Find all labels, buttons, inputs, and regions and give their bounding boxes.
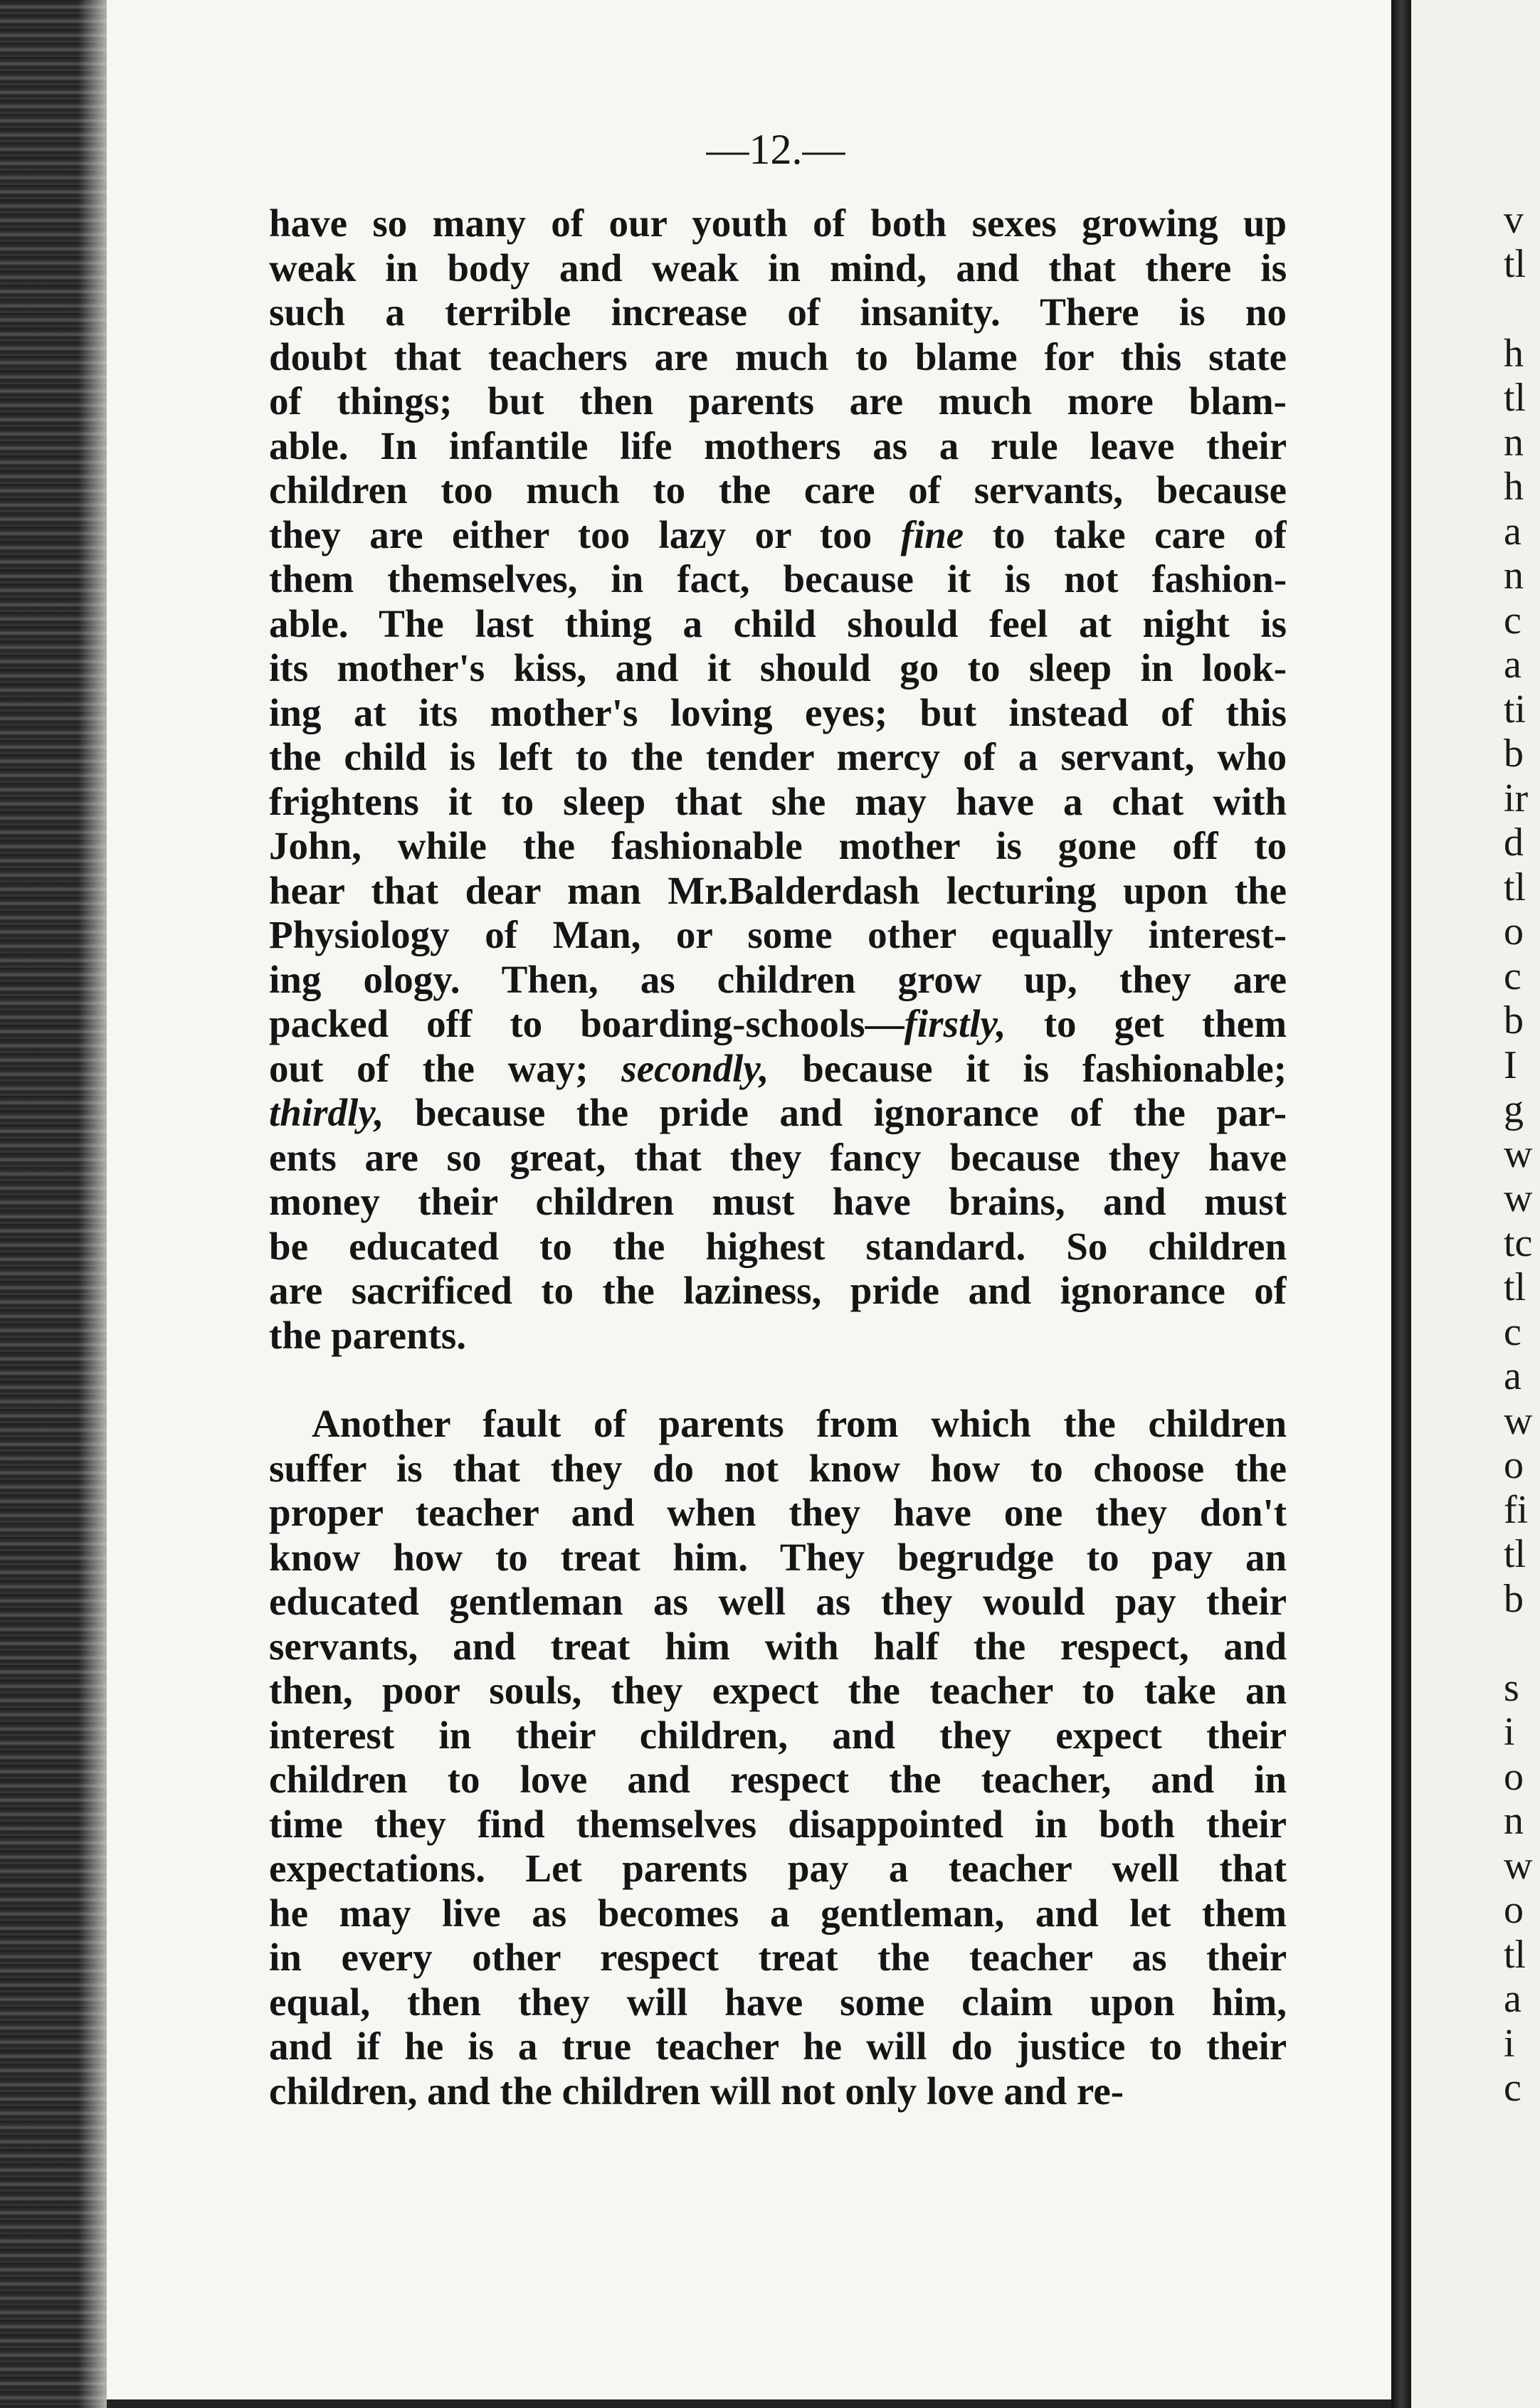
text-line: educated gentleman as well as they would pay their — [269, 1580, 1287, 1623]
text-line: ing ology. Then, as children grow up, they are — [269, 957, 1287, 1001]
text-line: children too much to the care of servants, because — [269, 468, 1287, 512]
text-line: money their children must have brains, and must — [269, 1180, 1287, 1223]
text-line: doubt that teachers are much to blame for this state — [269, 334, 1287, 379]
book-gutter — [1391, 0, 1411, 2408]
text-line: are sacrificed to the laziness, pride and ignorance of — [269, 1269, 1287, 1312]
facing-page-letter: b — [1504, 732, 1524, 776]
text-line: them themselves, in fact, because it is not fashion- — [269, 557, 1287, 601]
text-line: packed off to boarding-schools—firstly, to get them — [269, 1002, 1287, 1045]
facing-page-letter: v — [1504, 198, 1524, 242]
facing-page-letter: w — [1504, 1399, 1533, 1443]
text-line: out of the way; secondly, because it is fashionable; — [269, 1046, 1287, 1090]
text-line: children to love and respect the teacher, and in — [269, 1758, 1287, 1801]
text-line: such a terrible increase of insanity. There is no — [269, 290, 1287, 334]
facing-page-letter: tl — [1504, 1265, 1526, 1309]
facing-page-letter: ti — [1504, 687, 1526, 732]
text-line: time they find themselves disappointed in both their — [269, 1802, 1287, 1846]
facing-page-letter: n — [1504, 421, 1524, 465]
text-line: proper teacher and when they have one they don't — [269, 1491, 1287, 1534]
facing-page-letter: o — [1504, 1888, 1524, 1932]
text-line: hear that dear man Mr.Balderdash lecturing upon the — [269, 868, 1287, 912]
paragraph — [269, 1402, 1287, 2113]
facing-page-letter: c — [1504, 598, 1521, 643]
facing-page-letter: ir — [1504, 776, 1529, 820]
facing-page-letter: I — [1504, 1043, 1517, 1087]
text-line: they are either too lazy or too fine to take care of — [269, 512, 1287, 556]
text-line: equal, then they will have some claim upon him, — [269, 1980, 1287, 2024]
page-number: —12.— — [706, 126, 845, 173]
text-line: frightens it to sleep that she may have a chat with — [269, 779, 1287, 823]
text-line: the parents. — [269, 1313, 467, 1357]
text-line: the child is left to the tender mercy of a servant, who — [269, 735, 1287, 778]
facing-page-letter: a — [1504, 1354, 1521, 1398]
text-line: John, while the fashionable mother is gone off to — [269, 824, 1287, 867]
facing-page-letter: w — [1504, 1176, 1533, 1220]
facing-page-letter: b — [1504, 1577, 1524, 1621]
facing-page-letter: o — [1504, 1443, 1524, 1487]
text-line: he may live as becomes a gentleman, and let them — [269, 1891, 1287, 1935]
facing-page-letter: w — [1504, 1844, 1533, 1888]
facing-page-letter: d — [1504, 820, 1524, 865]
facing-page-letter: o — [1504, 909, 1524, 954]
facing-page-letter: tl — [1504, 1532, 1526, 1576]
facing-page-letter: tl — [1504, 376, 1526, 420]
text-line: children, and the children will not only love and re- — [269, 2069, 1124, 2113]
facing-page-letters — [1411, 0, 1540, 2408]
facing-page-letter: o — [1504, 1755, 1524, 1799]
facing-page-letter: a — [1504, 509, 1521, 554]
facing-page-letter: i — [1504, 2022, 1515, 2066]
text-line: Physiology of Man, or some other equally interest- — [269, 913, 1287, 956]
paragraph — [269, 201, 1287, 1358]
text-line: and if he is a true teacher he will do justice to their — [269, 2024, 1287, 2068]
facing-page-letter: b — [1504, 998, 1524, 1042]
text-line: its mother's kiss, and it should go to sleep in look- — [269, 646, 1287, 690]
facing-page-letter: w — [1504, 1132, 1533, 1176]
facing-page-letter: h — [1504, 332, 1524, 376]
facing-page-letter: n — [1504, 1799, 1524, 1843]
facing-page-letter: tc — [1504, 1221, 1533, 1265]
facing-page-letter: fi — [1504, 1488, 1529, 1532]
text-line: ents are so great, that they fancy because they have — [269, 1135, 1287, 1179]
facing-page-letter: g — [1504, 1087, 1524, 1131]
facing-page-letter: i — [1504, 1710, 1515, 1754]
facing-page-letter: tl — [1504, 242, 1526, 286]
facing-page-letter: n — [1504, 554, 1524, 598]
text-line: expectations. Let parents pay a teacher well that — [269, 1847, 1287, 1890]
text-line: in every other respect treat the teacher as their — [269, 1936, 1287, 1979]
text-line: then, poor souls, they expect the teacher to take an — [269, 1669, 1287, 1712]
text-line: know how to treat him. They begrudge to pay an — [269, 1535, 1287, 1579]
text-line: ing at its mother's loving eyes; but instead of this — [269, 690, 1287, 734]
facing-page-letter: tl — [1504, 865, 1526, 909]
text-line: able. In infantile life mothers as a rule leave their — [269, 423, 1287, 468]
italic-word: firstly, — [904, 1002, 1006, 1045]
text-line: interest in their children, and they expect their — [269, 1713, 1287, 1757]
facing-page-letter: c — [1504, 2066, 1521, 2110]
facing-page-fragment — [1411, 0, 1540, 2408]
text-line: able. The last thing a child should feel at night is — [269, 601, 1287, 645]
italic-word: secondly, — [621, 1046, 769, 1090]
facing-page-letter: tl — [1504, 1933, 1526, 1977]
text-line: suffer is that they do not know how to choose the — [269, 1446, 1287, 1490]
text-line: have so many of our youth of both sexes growing up — [269, 201, 1287, 245]
facing-page-letter: s — [1504, 1666, 1519, 1710]
facing-page-letter: h — [1504, 465, 1524, 509]
italic-word: thirdly, — [269, 1091, 384, 1134]
facing-page-letter: c — [1504, 954, 1521, 998]
text-line: weak in body and weak in mind, and that there is — [269, 245, 1287, 290]
text-line: servants, and treat him with half the respect, and — [269, 1624, 1287, 1668]
text-line: be educated to the highest standard. So children — [269, 1224, 1287, 1268]
italic-word: fine — [900, 512, 964, 556]
text-line: Another fault of parents from which the children — [312, 1402, 1287, 1445]
facing-page-letter: c — [1504, 1310, 1521, 1354]
body-text — [269, 201, 1287, 2144]
page-bottom-edge — [107, 2399, 1391, 2408]
facing-page-letter: a — [1504, 1977, 1521, 2021]
facing-page-letter: a — [1504, 643, 1521, 687]
text-line: thirdly, because the pride and ignorance of the par- — [269, 1091, 1287, 1134]
text-line: of things; but then parents are much more blam- — [269, 379, 1287, 423]
book-edge-shadow — [0, 0, 107, 2408]
